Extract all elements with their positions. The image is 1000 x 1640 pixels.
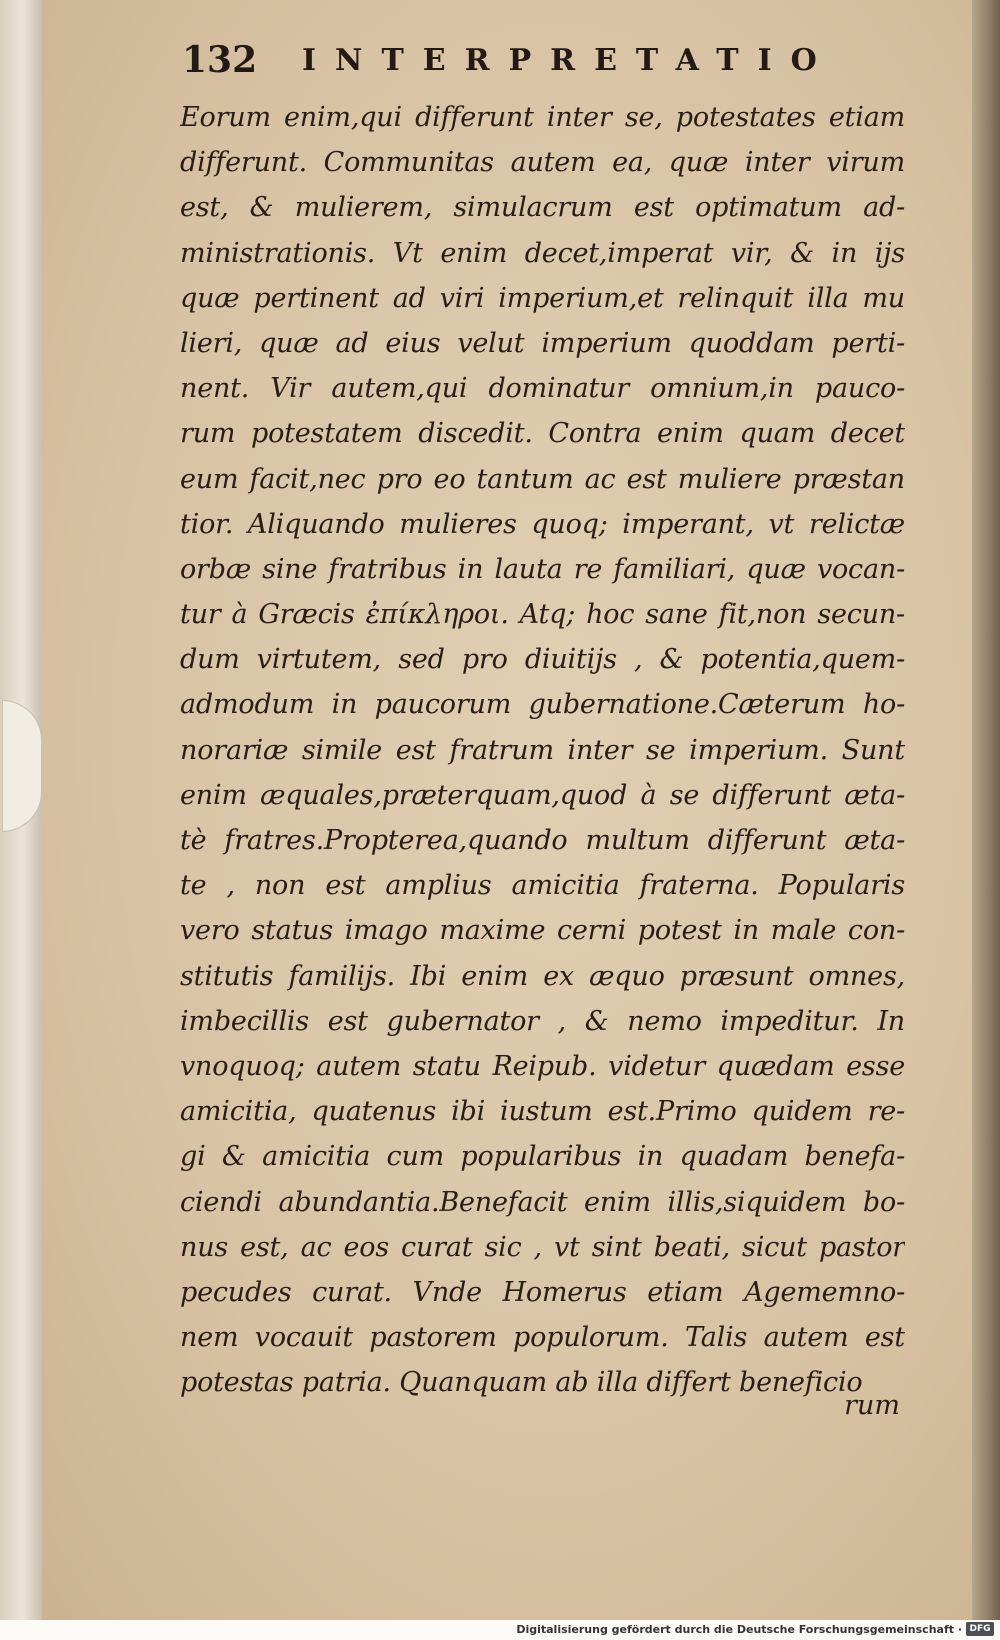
text-line: enim æquales,præterquam,quod à se differunt æta-: [180, 779, 905, 811]
text-line: nent. Vir autem,qui dominatur omnium,in pauco-: [180, 373, 905, 405]
gutter-shadow: [972, 0, 1000, 1620]
text-line: differunt. Communitas autem ea, quæ inter virum: [180, 147, 905, 179]
text-line: gi & amicitia cum popularibus in quadam benefa-: [180, 1141, 905, 1173]
text-line: potestas patria. Quanquam ab illa differt beneficio: [180, 1367, 863, 1399]
text-line: amicitia, quatenus ibi iustum est.Primo quidem re-: [180, 1096, 905, 1128]
text-line: imbecillis est gubernator , & nemo impeditur. In: [180, 1005, 905, 1037]
text-line: quæ pertinent ad viri imperium,et relinquit illa mu: [180, 282, 905, 314]
page-number: 132: [182, 39, 258, 81]
text-line: nem vocauit pastorem populorum. Talis autem est: [180, 1322, 905, 1354]
book-edge: [0, 0, 43, 1620]
text-line: Eorum enim,qui differunt inter se, potestates etiam: [180, 102, 905, 133]
text-line: admodum in paucorum gubernatione.Cæterum ho-: [180, 689, 905, 721]
text-line: tè fratres.Propterea,quando multum differunt æta-: [180, 825, 905, 856]
page-header: [182, 30, 902, 90]
page-clip: [2, 700, 42, 832]
text-line: stitutis familijs. Ibi enim ex æquo præsunt omnes,: [180, 960, 905, 992]
catchword: rum: [844, 1390, 900, 1421]
text-line: vnoquoq; autem statu Reipub. videtur quædam esse: [180, 1050, 905, 1082]
text-line: lieri, quæ ad eius velut imperium quoddam perti-: [180, 327, 905, 359]
text-line: pecudes curat. Vnde Homerus etiam Agememno-: [180, 1276, 905, 1308]
text-line: orbæ sine fratribus in lauta re familiari, quæ vocan-: [180, 553, 905, 585]
text-line: est, & mulierem, simulacrum est optimatum ad-: [180, 192, 905, 224]
text-line: vero status imago maxime cerni potest in male con-: [180, 915, 905, 947]
text-line: ministrationis. Vt enim decet,imperat vir, & in ijs: [180, 237, 905, 269]
text-line: rum potestatem discedit. Contra enim quam decet: [180, 418, 905, 450]
text-line: tior. Aliquando mulieres quoq; imperant, vt relictæ: [180, 508, 905, 540]
text-line: te , non est amplius amicitia fraterna. Popularis: [180, 870, 905, 902]
text-line: nus est, ac eos curat sic , vt sint beati, sicut pastor: [180, 1231, 905, 1263]
body-text: [180, 95, 905, 1405]
funding-notice: Digitalisierung gefördert durch die Deutsche Forschungsgemeinschaft ·: [516, 1623, 962, 1636]
text-line: ciendi abundantia.Benefacit enim illis,siquidem bo-: [180, 1186, 905, 1218]
text-line: tur à Græcis ἐπίκληροι. Atq; hoc sane fit,non secun-: [180, 599, 905, 631]
dfg-logo: DFG: [966, 1622, 994, 1636]
running-head: INTERPRETATIO: [302, 42, 836, 78]
text-line: eum facit,nec pro eo tantum ac est muliere præstan: [180, 463, 905, 495]
text-line: dum virtutem, sed pro diuitijs , & potentia,quem-: [180, 644, 905, 676]
text-line: norariæ simile est fratrum inter se imperium. Sunt: [180, 734, 905, 766]
